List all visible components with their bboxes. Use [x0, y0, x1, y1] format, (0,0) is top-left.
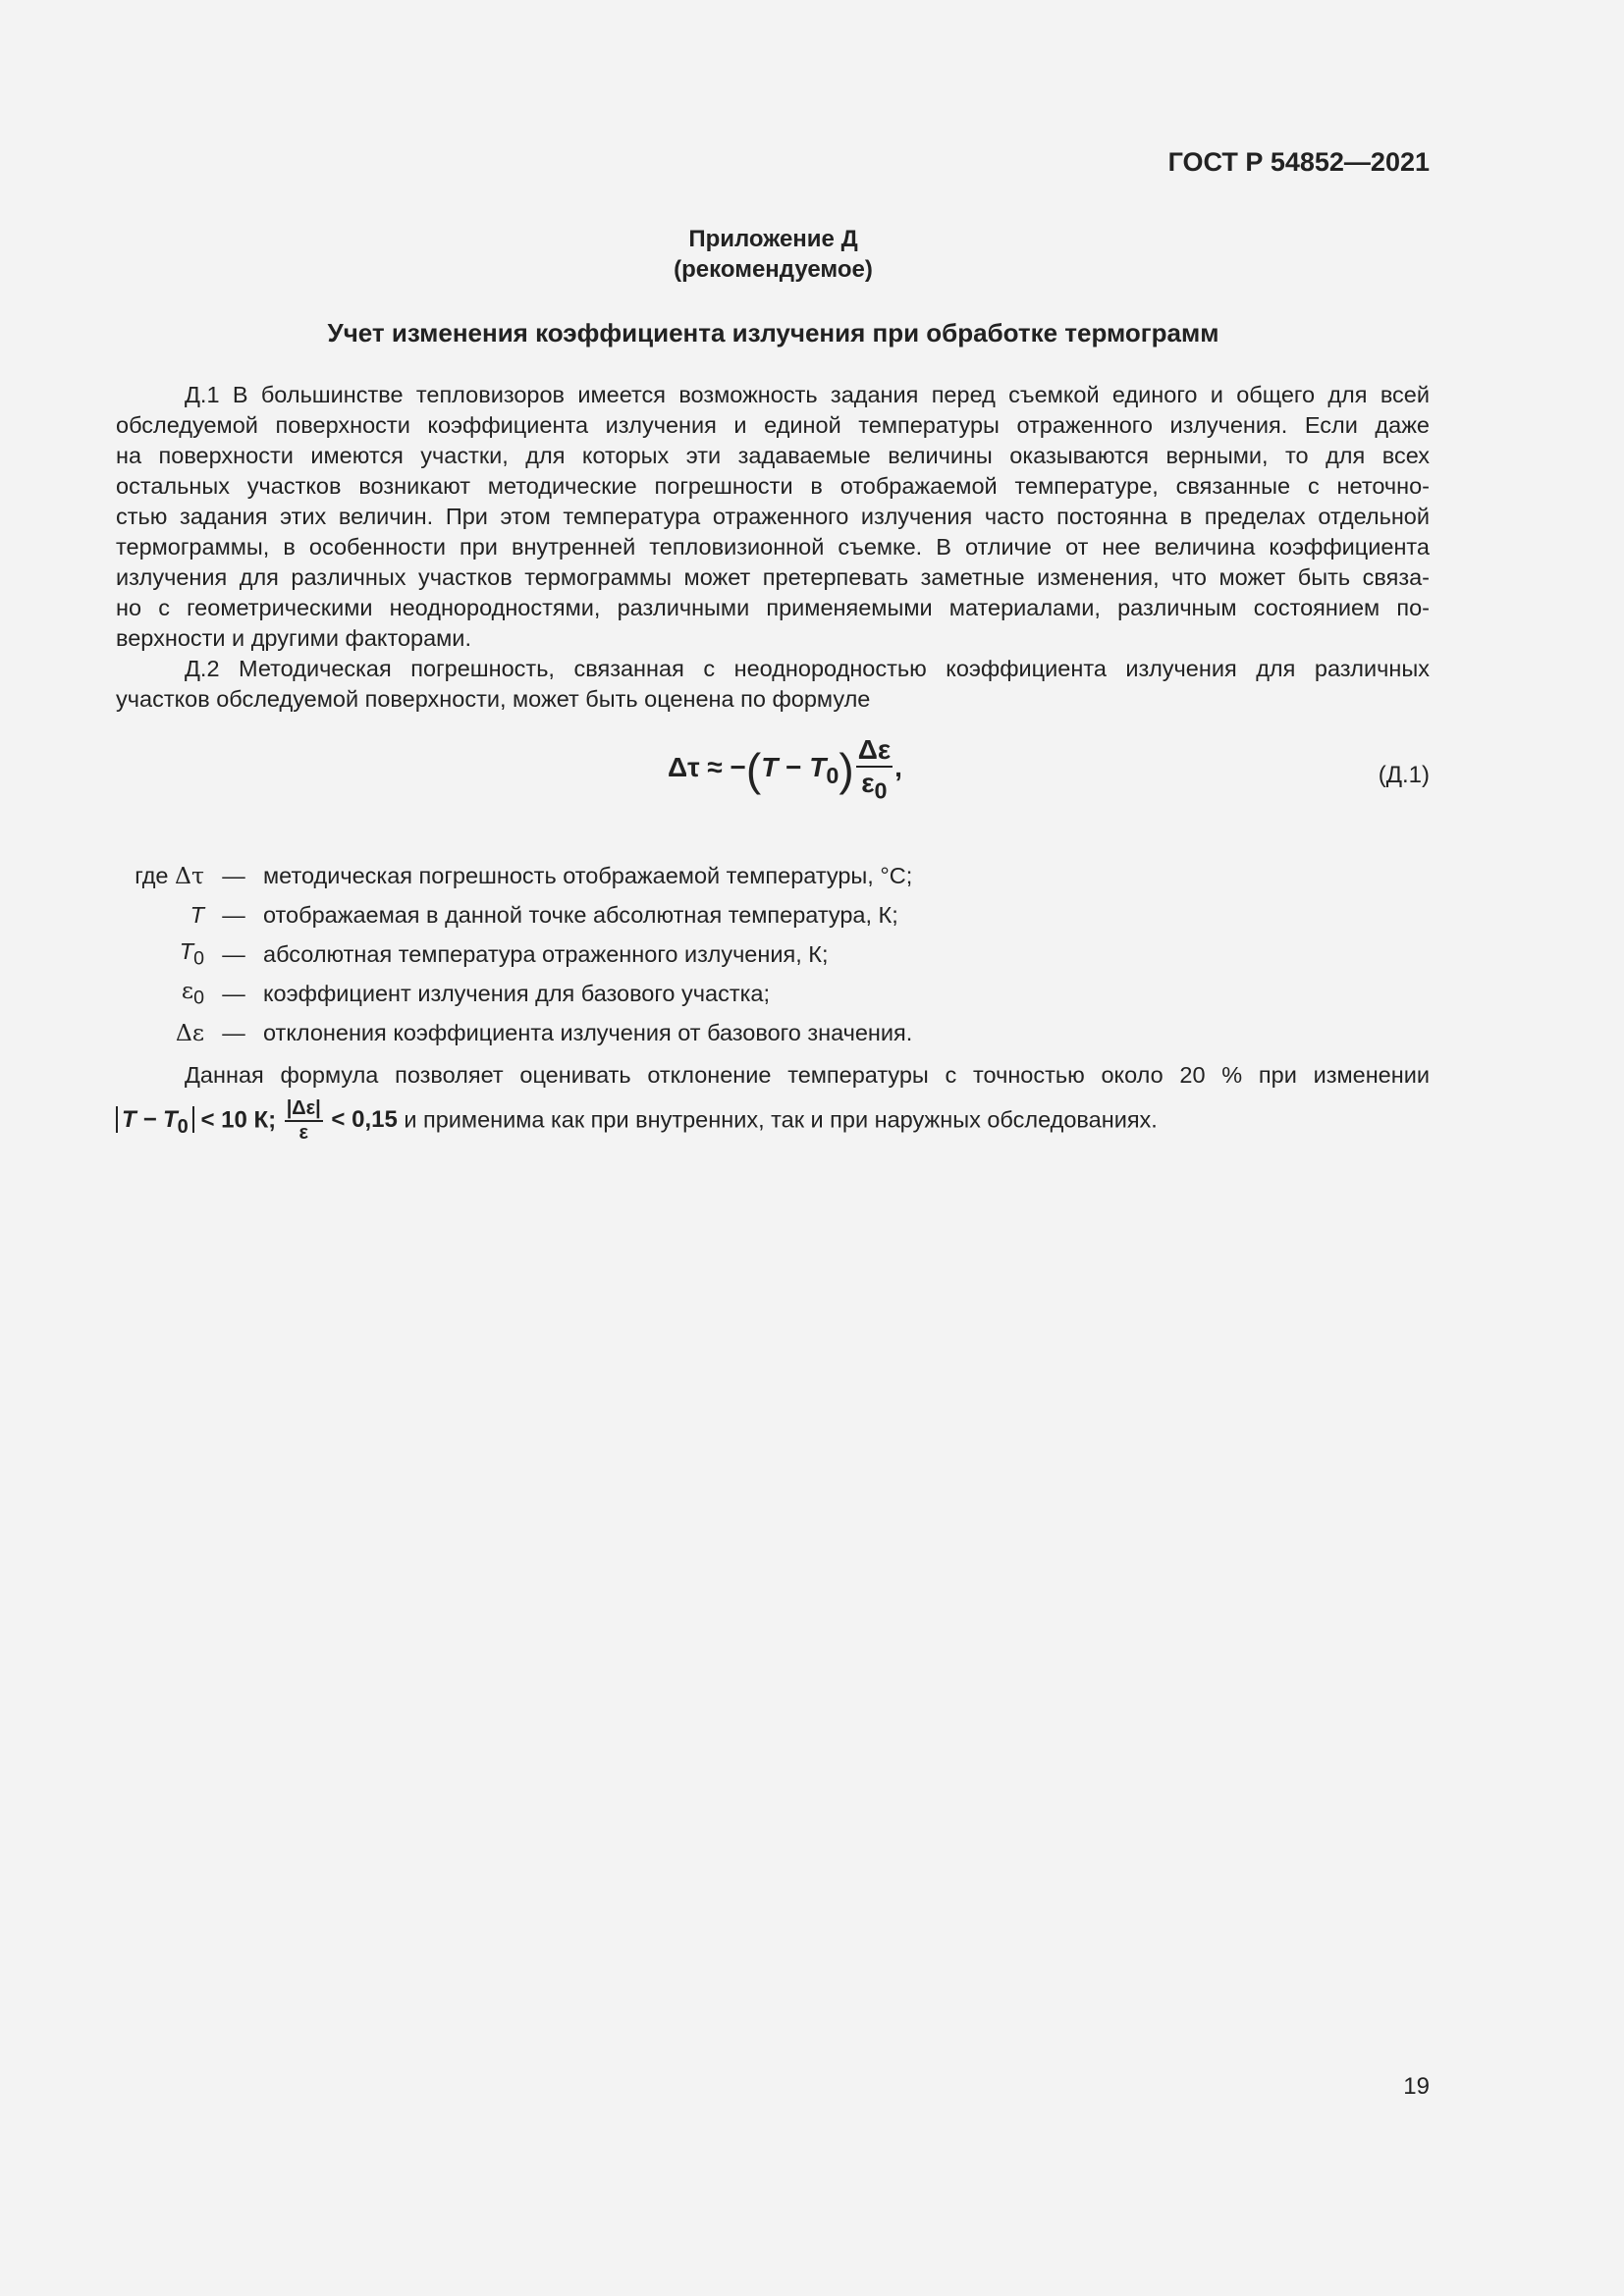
text-line: на поверхности имеются участки, для которых эти задаваемые величины оказываются верными, то для всех	[116, 443, 1430, 468]
appendix-title: Приложение Д	[688, 226, 858, 252]
definition-item	[116, 974, 912, 1013]
definition-item	[116, 934, 912, 974]
formula-sub: 0	[826, 762, 839, 788]
dash: —	[222, 1019, 245, 1045]
text-line: остальных участков возникают методические погрешности в отображаемой температуре, связанные с неточно-	[116, 473, 1430, 499]
cond-rest: < 10 К;	[193, 1106, 277, 1134]
text-line: обследуемой поверхности коэффициента излучения и единой температуры отраженного излучения. Если даже	[116, 412, 1430, 438]
document-code: ГОСТ Р 54852—2021	[1167, 147, 1430, 177]
appendix-status: (рекомендуемое)	[674, 256, 873, 283]
page-number: 19	[1403, 2073, 1430, 2100]
closing-paragraph-line2	[116, 1097, 1158, 1145]
subscript: 0	[193, 947, 204, 970]
fraction	[856, 734, 893, 805]
paren-close: )	[839, 743, 854, 795]
symbol: Δε	[175, 1019, 204, 1046]
text-line: стью задания этих величин. При этом температура отраженного излучения часто постоянна в пределах отдельной	[116, 504, 1430, 529]
equation-label: (Д.1)	[1378, 762, 1430, 788]
section-heading: Учет изменения коэффициента излучения при обработке термограмм	[327, 318, 1219, 347]
definition-symbol	[116, 1019, 204, 1046]
fraction	[285, 1097, 323, 1145]
text-tail: и применима как при внутренних, так и при наружных обследованиях.	[397, 1106, 1158, 1133]
definition-symbol	[116, 977, 204, 1010]
formula-T: T	[761, 752, 779, 783]
fraction-numerator: |Δε|	[285, 1097, 323, 1122]
abs-value	[116, 1106, 194, 1139]
text-line: Д.2 Методическая погрешность, связанная с неоднородностью коэффициента излучения для различных	[185, 656, 1430, 681]
body-paragraphs	[116, 380, 1430, 715]
definition-item	[116, 895, 912, 934]
formula-comma: ,	[894, 752, 902, 783]
den-sub: 0	[874, 777, 888, 804]
text-line: излучения для различных участков термограммы может претерпевать заметные изменения, что может быть связа-	[116, 564, 1430, 590]
symbol: Δτ	[175, 862, 204, 889]
cond-sub: 0	[177, 1116, 189, 1139]
fraction-denominator	[856, 768, 893, 805]
fraction-numerator: Δε	[856, 734, 893, 768]
definition-text: абсолютная температура отраженного излучения, К;	[263, 940, 829, 967]
formula-minus: −	[778, 752, 810, 783]
formula-T0: T	[809, 752, 827, 783]
condition-2	[283, 1097, 398, 1144]
text-line: верхности и другими факторами.	[116, 625, 471, 651]
fraction-denominator: ε	[298, 1122, 308, 1144]
text-line: участков обследуемой поверхности, может быть оценена по формуле	[116, 686, 871, 712]
dash: —	[222, 862, 245, 888]
definition-symbol	[116, 901, 204, 929]
definition-text: методическая погрешность отображаемой температуры, °С;	[263, 862, 913, 888]
cond-T: T − T	[122, 1106, 178, 1134]
definition-text: отображаемая в данной точке абсолютная температура, К;	[263, 901, 898, 928]
definition-symbol	[116, 862, 204, 889]
text-line: но с геометрическими неоднородностями, различными применяемыми материалами, различным состоянием по-	[116, 595, 1430, 620]
dash: —	[222, 980, 245, 1006]
text-line: Данная формула позволяет оценивать отклонение температуры с точностью около 20 % при изменении	[185, 1062, 1430, 1088]
text-line: Д.1 В большинстве тепловизоров имеется возможность задания перед съемкой единого и общего для всей	[185, 382, 1430, 407]
symbol: T	[179, 938, 194, 965]
symbol: ε	[181, 977, 194, 1005]
formula-d1	[668, 734, 902, 805]
text-line: термограммы, в особенности при внутренней тепловизионной съемке. В отличие от нее величина коэффициента	[116, 534, 1430, 560]
where-word: где	[135, 863, 176, 888]
definitions-list	[116, 856, 912, 1052]
paren-open: (	[745, 743, 762, 795]
definition-item	[116, 856, 912, 895]
definition-item	[116, 1013, 912, 1052]
definition-text: коэффициент излучения для базового участка;	[263, 980, 771, 1006]
closing-paragraph	[116, 1060, 1430, 1091]
dash: —	[222, 940, 245, 967]
subscript: 0	[193, 987, 204, 1009]
definition-text: отклонения коэффициента излучения от базового значения.	[263, 1019, 913, 1045]
den-symbol: ε	[861, 768, 875, 798]
cond-rest: < 0,15	[324, 1106, 398, 1134]
dash: —	[222, 901, 245, 928]
condition-1	[116, 1106, 277, 1139]
definition-symbol	[116, 937, 204, 971]
formula-lhs: Δτ ≈ −	[668, 752, 746, 783]
symbol: T	[189, 902, 204, 928]
